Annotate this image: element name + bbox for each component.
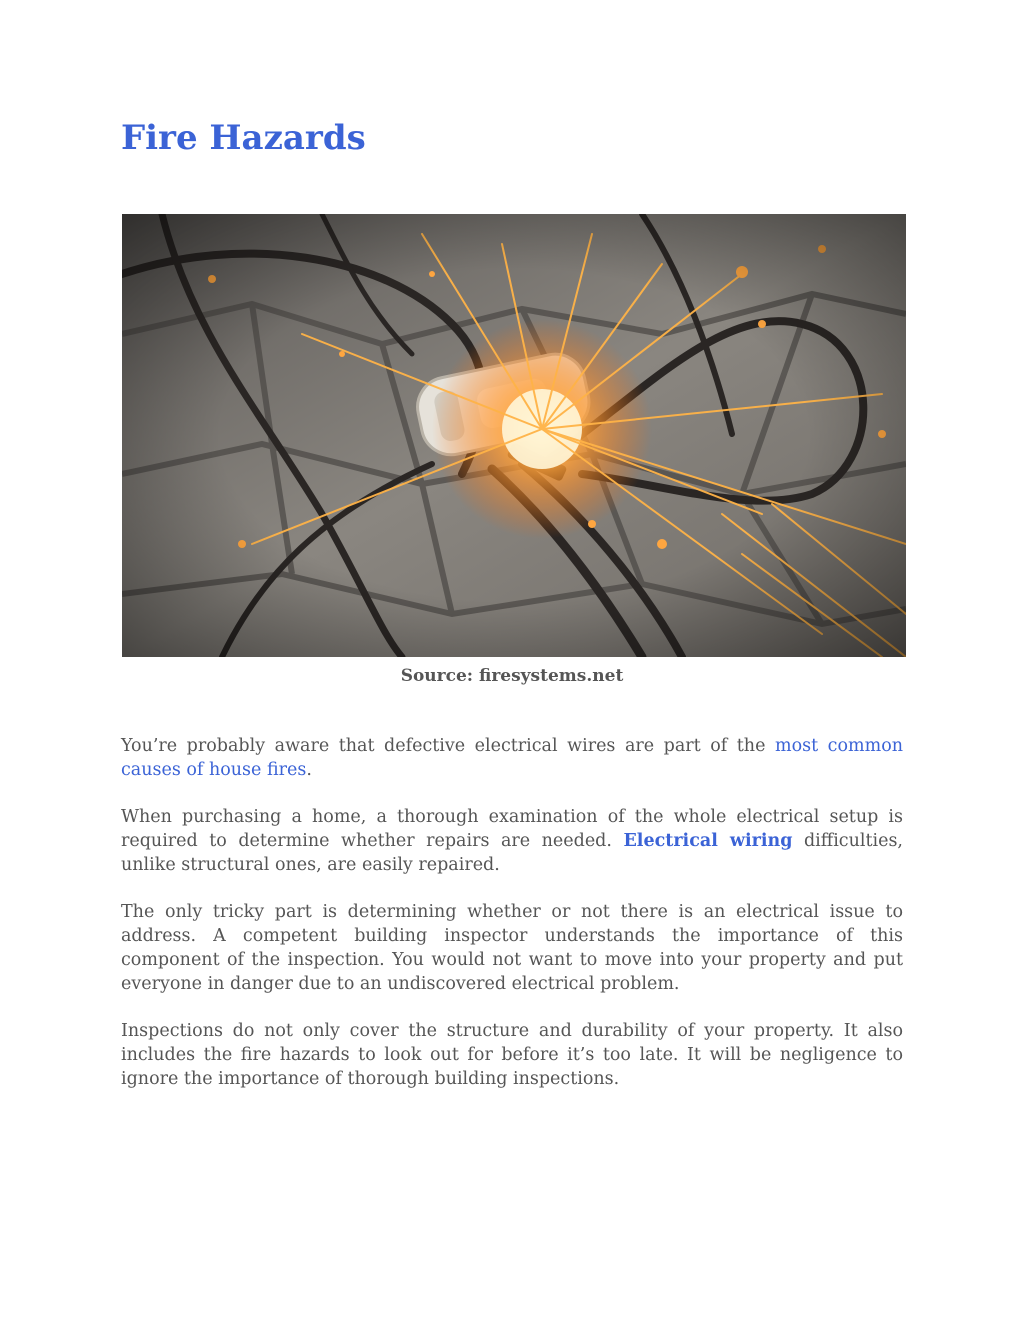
paragraph-2-text-after: difficulties, unlike structural ones, are easily repaired. xyxy=(121,831,903,875)
image-caption: Source: firesystems.net xyxy=(400,666,624,686)
paragraph-2-text-before: When purchasing a home, a thorough examination of the whole electrical setup is required to determine whether repairs are needed. xyxy=(121,807,903,851)
house-fires-link[interactable]: most common causes of house fires xyxy=(121,736,904,780)
paragraph-3: The only tricky part is determining whether or not there is an electrical issue to address. A competent building inspector understands the importance of this component of the inspection. You would not want to move into your property and put everyone in danger due to an undiscovered electrical problem. xyxy=(121,902,903,994)
electrical-wiring-link[interactable]: Electrical wiring xyxy=(623,831,793,851)
paragraph-1-text-before: You’re probably aware that defective electrical wires are part of the xyxy=(121,736,775,756)
paragraph-2 xyxy=(121,805,903,877)
paragraph-1-text-after: . xyxy=(306,760,312,780)
photo-illustration xyxy=(122,214,906,657)
article-body xyxy=(121,734,903,1114)
sparking-extension-cord-photo xyxy=(122,214,906,657)
paragraph-1 xyxy=(121,734,903,782)
page-title: Fire Hazards xyxy=(121,118,366,158)
paragraph-4: Inspections do not only cover the structure and durability of your property. It also includes the fire hazards to look out for before it’s too late. It will be negligence to ignore the importance of thorough building inspections. xyxy=(121,1021,903,1089)
